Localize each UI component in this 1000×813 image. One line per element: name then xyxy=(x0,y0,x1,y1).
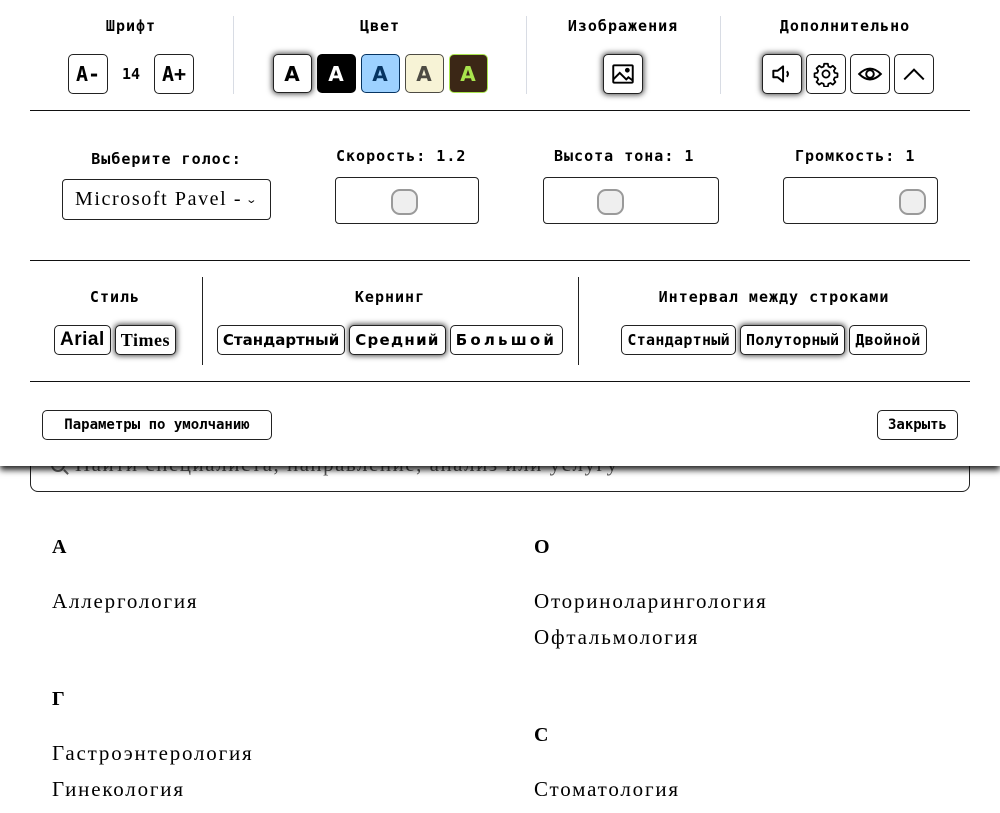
list-item[interactable]: Оториноларингология xyxy=(534,589,768,613)
divider xyxy=(202,277,203,365)
font-section xyxy=(66,16,196,94)
chevron-up-icon xyxy=(901,61,927,87)
speaker-icon xyxy=(769,61,795,87)
chevron-down-icon: ⌄ xyxy=(245,193,260,206)
speed-label: Скорость: 1.2 xyxy=(336,147,467,165)
speed-slider[interactable] xyxy=(335,177,479,224)
line-spacing-standard-button[interactable]: Стандартный xyxy=(621,325,736,355)
section-title: Изображения xyxy=(567,17,679,35)
color-scheme-beige-button[interactable]: A xyxy=(405,54,444,93)
color-scheme-brown-button[interactable]: A xyxy=(449,54,488,93)
style-times-button[interactable]: Times xyxy=(115,325,176,355)
font-size-value: 14 xyxy=(121,65,141,83)
letter-heading: С xyxy=(534,724,549,746)
volume-label: Громкость: 1 xyxy=(795,147,916,165)
pitch-slider[interactable] xyxy=(543,177,719,224)
eye-icon xyxy=(857,61,883,87)
slider-thumb[interactable] xyxy=(391,189,418,215)
list-item[interactable]: Стоматология xyxy=(534,777,680,801)
voice-label: Выберите голос: xyxy=(91,150,242,168)
divider xyxy=(233,16,234,94)
list-item[interactable]: Офтальмология xyxy=(534,625,700,649)
list-item[interactable]: Гастроэнтерология xyxy=(52,741,254,765)
letter-group-s xyxy=(534,723,680,807)
section-title: Интервал между строками xyxy=(658,288,890,306)
divider xyxy=(720,16,721,94)
letter-heading: Г xyxy=(52,688,65,710)
speech-button[interactable] xyxy=(762,54,802,94)
extra-section xyxy=(740,16,950,94)
images-section xyxy=(553,16,693,94)
divider xyxy=(578,277,579,365)
letter-heading: О xyxy=(534,536,550,558)
slider-thumb[interactable] xyxy=(597,189,624,215)
section-title: Стиль xyxy=(89,288,141,306)
section-title: Кернинг xyxy=(354,288,426,306)
divider xyxy=(30,110,970,111)
letter-heading: А xyxy=(52,536,67,558)
collapse-panel-button[interactable] xyxy=(894,54,934,94)
divider xyxy=(30,381,970,382)
voice-selected-value: Microsoft Pavel - xyxy=(75,188,243,210)
line-spacing-section xyxy=(598,287,950,355)
style-arial-button[interactable]: Arial xyxy=(54,325,111,355)
divider xyxy=(526,16,527,94)
letter-group-a xyxy=(52,535,198,619)
kerning-section xyxy=(222,287,558,355)
color-scheme-white-button[interactable]: A xyxy=(273,54,312,93)
toggle-images-button[interactable] xyxy=(603,54,643,94)
section-title: Шрифт xyxy=(105,17,157,35)
voice-select[interactable] xyxy=(62,179,271,220)
volume-slider[interactable] xyxy=(783,177,938,224)
list-item[interactable]: Аллергология xyxy=(52,589,199,613)
visibility-button[interactable] xyxy=(850,54,890,94)
color-scheme-blue-button[interactable]: A xyxy=(361,54,400,93)
section-title: Дополнительно xyxy=(779,17,911,35)
font-decrease-button[interactable]: A- xyxy=(68,54,108,94)
style-section xyxy=(40,287,190,355)
font-increase-button[interactable]: A+ xyxy=(154,54,194,94)
kerning-standard-button[interactable]: Стандартный xyxy=(217,325,345,355)
kerning-medium-button[interactable]: Средний xyxy=(349,325,446,355)
settings-button[interactable] xyxy=(806,54,846,94)
color-section xyxy=(270,16,490,93)
close-button[interactable]: Закрыть xyxy=(877,410,958,440)
section-title: Цвет xyxy=(359,17,401,35)
voice-section xyxy=(62,150,271,220)
letter-group-o xyxy=(534,535,768,655)
line-spacing-one-half-button[interactable]: Полуторный xyxy=(740,325,845,355)
reset-defaults-button[interactable]: Параметры по умолчанию xyxy=(42,410,272,440)
pitch-label: Высота тона: 1 xyxy=(554,147,695,165)
letter-group-g xyxy=(52,687,254,807)
kerning-large-button[interactable]: Большой xyxy=(450,325,563,355)
divider xyxy=(30,260,970,261)
gear-icon xyxy=(813,61,839,87)
line-spacing-double-button[interactable]: Двойной xyxy=(849,325,926,355)
list-item[interactable]: Гинекология xyxy=(52,777,185,801)
color-scheme-black-button[interactable]: A xyxy=(317,54,356,93)
image-icon xyxy=(610,61,636,87)
slider-thumb[interactable] xyxy=(899,189,926,215)
